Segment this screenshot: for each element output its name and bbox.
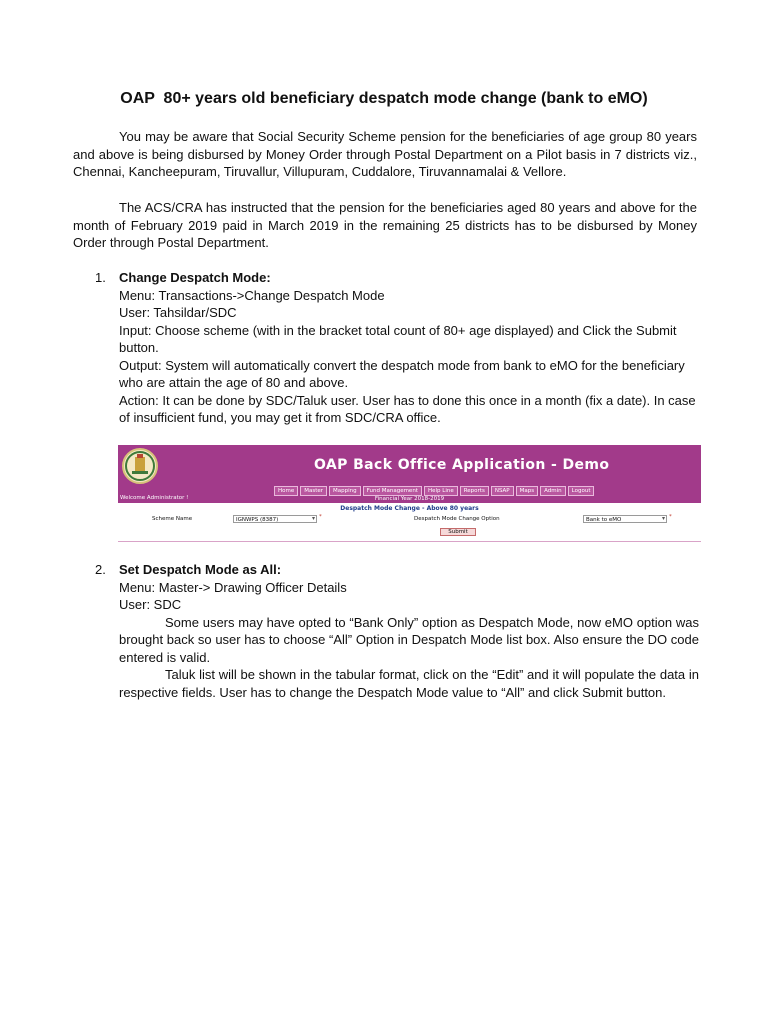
menu-logout[interactable]: Logout [568,486,595,496]
despatch-option-label: Despatch Mode Change Option [414,516,500,522]
app-header [118,445,701,503]
welcome-text: Welcome Administrator ! [120,495,189,501]
menu-fund-management[interactable]: Fund Management [363,486,422,496]
despatch-option-select[interactable]: Bank to eMO ▾ [583,515,667,523]
list-heading: Change Despatch Mode: [119,270,271,285]
scheme-name-label: Scheme Name [152,516,193,522]
document-title: OAP 80+ years old beneficiary despatch mode change (bank to eMO) [120,90,648,107]
menu-nsap[interactable]: NSAP [491,486,514,496]
bank-only-note: Some users may have opted to “Bank Only” option as Despatch Mode, now eMO option was brought back so user has to choose “All” Option in Despatch Mode list box. Also ensure the DO code entered is valid. [119,614,699,665]
list-body [119,561,699,701]
paragraph-instruction: The ACS/CRA has instructed that the pension for the beneficiaries aged 80 years and above for the month of February 2019 paid in March 2019 in the remaining 25 districts has to be disbursed by Money Order through Postal Department. [73,200,697,250]
user-role: User: SDC [119,597,182,612]
list-number: 2. [95,562,106,577]
menu-mapping[interactable]: Mapping [329,486,361,496]
menu-home[interactable]: Home [274,486,298,496]
list-body [119,269,699,427]
paragraph-intro: You may be aware that Social Security Scheme pension for the beneficiaries of age group 80 years and above is being disbursed by Money Order through Postal Department on a Pilot basis in 7 districts viz., Chennai, Kancheepuram, Tiruvallur, Villupuram, Cuddalore, Tiruvannamalai & Vellore. [73,129,697,179]
menu-help-line[interactable]: Help Line [424,486,458,496]
submit-button[interactable]: Submit [440,528,476,536]
list-number: 1. [95,270,106,285]
scheme-name-select[interactable]: IGNWPS (8387) ▾ [233,515,317,523]
app-screenshot [118,445,701,543]
menu-path: Menu: Master-> Drawing Officer Details [119,579,347,595]
menu-master[interactable]: Master [300,486,327,496]
menu-maps[interactable]: Maps [516,486,538,496]
emblem-logo [122,448,158,484]
menu-admin[interactable]: Admin [540,486,566,496]
form-row [118,515,701,525]
taluk-edit-note: Taluk list will be shown in the tabular format, click on the “Edit” and it will populate the data in respective fields. User has to change the Despatch Mode value to “All” and click Submit button. [119,667,699,700]
required-mark: * [319,514,322,520]
list-heading: Set Despatch Mode as All: [119,562,282,577]
input-description: Input: Choose scheme (with in the bracket total count of 80+ age displayed) and Click the Submit button. [119,322,677,355]
menu-reports[interactable]: Reports [460,486,489,496]
divider [118,541,701,542]
user-role: User: Tahsildar/SDC [119,305,237,320]
form-subtitle: Despatch Mode Change - Above 80 years [340,505,479,512]
app-title: OAP Back Office Application - Demo [314,457,610,473]
menu-path: Menu: Transactions->Change Despatch Mode [119,287,385,303]
output-description: Output: System will automatically convert the despatch mode from bank to eMO for the beneficiary who are attain the age of 80 and above. [119,357,685,390]
required-mark: * [669,514,672,520]
financial-year: Financial Year 2018-2019 [374,496,445,502]
action-description: Action: It can be done by SDC/Taluk user. User has to done this once in a month (fix a date). In case of insufficient fund, you may get it from SDC/CRA office. [119,392,696,425]
app-menu-bar [274,486,594,496]
